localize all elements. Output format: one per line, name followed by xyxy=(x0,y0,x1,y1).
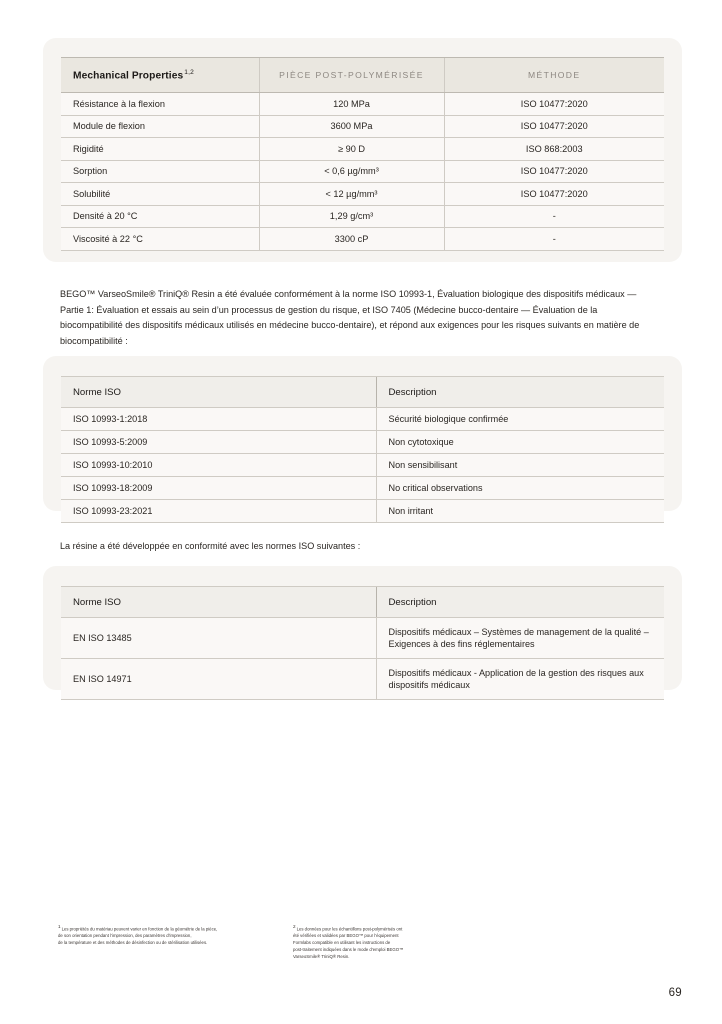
footnote-2-marker: 2 xyxy=(293,924,296,929)
table-row xyxy=(61,115,664,138)
cell-property: Résistance à la flexion xyxy=(61,93,259,116)
column-header-post-cured: PIÈCE POST-POLYMÉRISÉE xyxy=(259,58,444,93)
column-header-description: Description xyxy=(376,377,664,408)
footnote-1-line-3: de la température et des méthodes de désinfection ou de stérilisation utilisées. xyxy=(58,940,208,946)
iso-biocompatibility-body xyxy=(61,408,664,523)
table-row xyxy=(61,477,664,500)
column-header-method: MÉTHODE xyxy=(444,58,664,93)
cell-norm: ISO 10993-10:2010 xyxy=(61,454,376,477)
footnote-2-line-1: Les données pour les échantillons post-polymérisés ont xyxy=(296,926,403,932)
footnote-1-line-2: de son orientation pendant l’impression, des paramètres d’impression, xyxy=(58,933,192,939)
cell-norm: EN ISO 13485 xyxy=(61,618,376,659)
column-header-property-label: Mechanical Properties xyxy=(73,70,184,82)
table-row xyxy=(61,160,664,183)
table-row xyxy=(61,454,664,477)
table-row xyxy=(61,205,664,228)
table-row xyxy=(61,138,664,161)
mechanical-properties-body xyxy=(61,93,664,251)
cell-description: Sécurité biologique confirmée xyxy=(376,408,664,431)
cell-description: Dispositifs médicaux – Systèmes de management de la qualité – Exigences à des fins réglementaires xyxy=(376,618,664,659)
footnote-1 xyxy=(58,923,290,947)
mechanical-properties-table xyxy=(61,57,664,251)
cell-method: - xyxy=(444,205,664,228)
table-row xyxy=(61,431,664,454)
biocompatibility-paragraph: BEGO™ VarseoSmile® TriniQ® Resin a été évaluée conformément à la norme ISO 10993-1, Évaluation biologique des dispositifs médicaux — Partie 1: Évaluation et essais au sein d’un processus de gestion du risque, et ISO 7405 (Médecine bucco-dentaire — Évaluation de la biocompatibilité des dispositifs médicaux utilisés en médecine bucco-dentaire), et répond aux exigences pour les risques suivants en matière de biocompatibilité : xyxy=(60,289,640,347)
footnote-2 xyxy=(293,923,468,961)
iso-biocompatibility-table xyxy=(61,376,664,523)
cell-method: ISO 10477:2020 xyxy=(444,93,664,116)
cell-norm: ISO 10993-5:2009 xyxy=(61,431,376,454)
page-number: 69 xyxy=(668,987,682,999)
cell-norm: EN ISO 14971 xyxy=(61,659,376,700)
footnote-2-line-2: été vérifiées et validées par BEGO™ pour l’équipement xyxy=(293,933,399,939)
footnote-2-line-3: Formlabs compatible en utilisant les instructions de xyxy=(293,940,391,946)
iso-development-card xyxy=(43,566,682,690)
table-header-row xyxy=(61,58,664,93)
iso-biocompatibility-card xyxy=(43,356,682,516)
cell-value: 3300 cP xyxy=(259,228,444,251)
cell-property: Sorption xyxy=(61,160,259,183)
table-row xyxy=(61,228,664,251)
column-header-property xyxy=(61,58,259,93)
column-header-norm: Norme ISO xyxy=(61,587,376,618)
cell-norm: ISO 10993-18:2009 xyxy=(61,477,376,500)
cell-norm: ISO 10993-1:2018 xyxy=(61,408,376,431)
cell-norm: ISO 10993-23:2021 xyxy=(61,500,376,523)
cell-method: ISO 10477:2020 xyxy=(444,115,664,138)
cell-property: Module de flexion xyxy=(61,115,259,138)
mechanical-properties-card xyxy=(43,38,682,262)
cell-method: ISO 868:2003 xyxy=(444,138,664,161)
cell-property: Viscosité à 22 °C xyxy=(61,228,259,251)
table-row xyxy=(61,93,664,116)
iso-development-body xyxy=(61,618,664,700)
cell-value: 1,29 g/cm³ xyxy=(259,205,444,228)
cell-value: < 12 µg/mm³ xyxy=(259,183,444,206)
footnote-1-marker: 1 xyxy=(58,924,61,929)
table-row xyxy=(61,659,664,700)
cell-property: Rigidité xyxy=(61,138,259,161)
cell-value: 3600 MPa xyxy=(259,115,444,138)
cell-property: Solubilité xyxy=(61,183,259,206)
column-header-property-footnote-marker: 1,2 xyxy=(184,68,195,76)
development-norms-paragraph: La résine a été développée en conformité avec les normes ISO suivantes : xyxy=(60,541,361,552)
cell-description: Dispositifs médicaux - Application de la gestion des risques aux dispositifs médicaux xyxy=(376,659,664,700)
cell-description: Non cytotoxique xyxy=(376,431,664,454)
cell-value: 120 MPa xyxy=(259,93,444,116)
table-header-row xyxy=(61,587,664,618)
cell-description: No critical observations xyxy=(376,477,664,500)
table-row xyxy=(61,500,664,523)
cell-method: ISO 10477:2020 xyxy=(444,160,664,183)
cell-value: ≥ 90 D xyxy=(259,138,444,161)
column-header-description: Description xyxy=(376,587,664,618)
table-row xyxy=(61,618,664,659)
cell-description: Non irritant xyxy=(376,500,664,523)
cell-value: < 0,6 µg/mm³ xyxy=(259,160,444,183)
footnote-2-line-4: post-traitement indiquées dans le mode d’emploi BEGO™ xyxy=(293,947,404,953)
table-header-row xyxy=(61,377,664,408)
column-header-norm: Norme ISO xyxy=(61,377,376,408)
iso-development-table xyxy=(61,586,664,700)
table-row xyxy=(61,408,664,431)
table-row xyxy=(61,183,664,206)
cell-description: Non sensibilisant xyxy=(376,454,664,477)
cell-property: Densité à 20 °C xyxy=(61,205,259,228)
cell-method: - xyxy=(444,228,664,251)
cell-method: ISO 10477:2020 xyxy=(444,183,664,206)
footnote-2-line-5: VarseoSmile® TriniQ® Resin. xyxy=(293,954,350,960)
footnote-1-line-1: Les propriétés du matériau peuvent varier en fonction de la géométrie de la pièce, xyxy=(61,926,218,932)
